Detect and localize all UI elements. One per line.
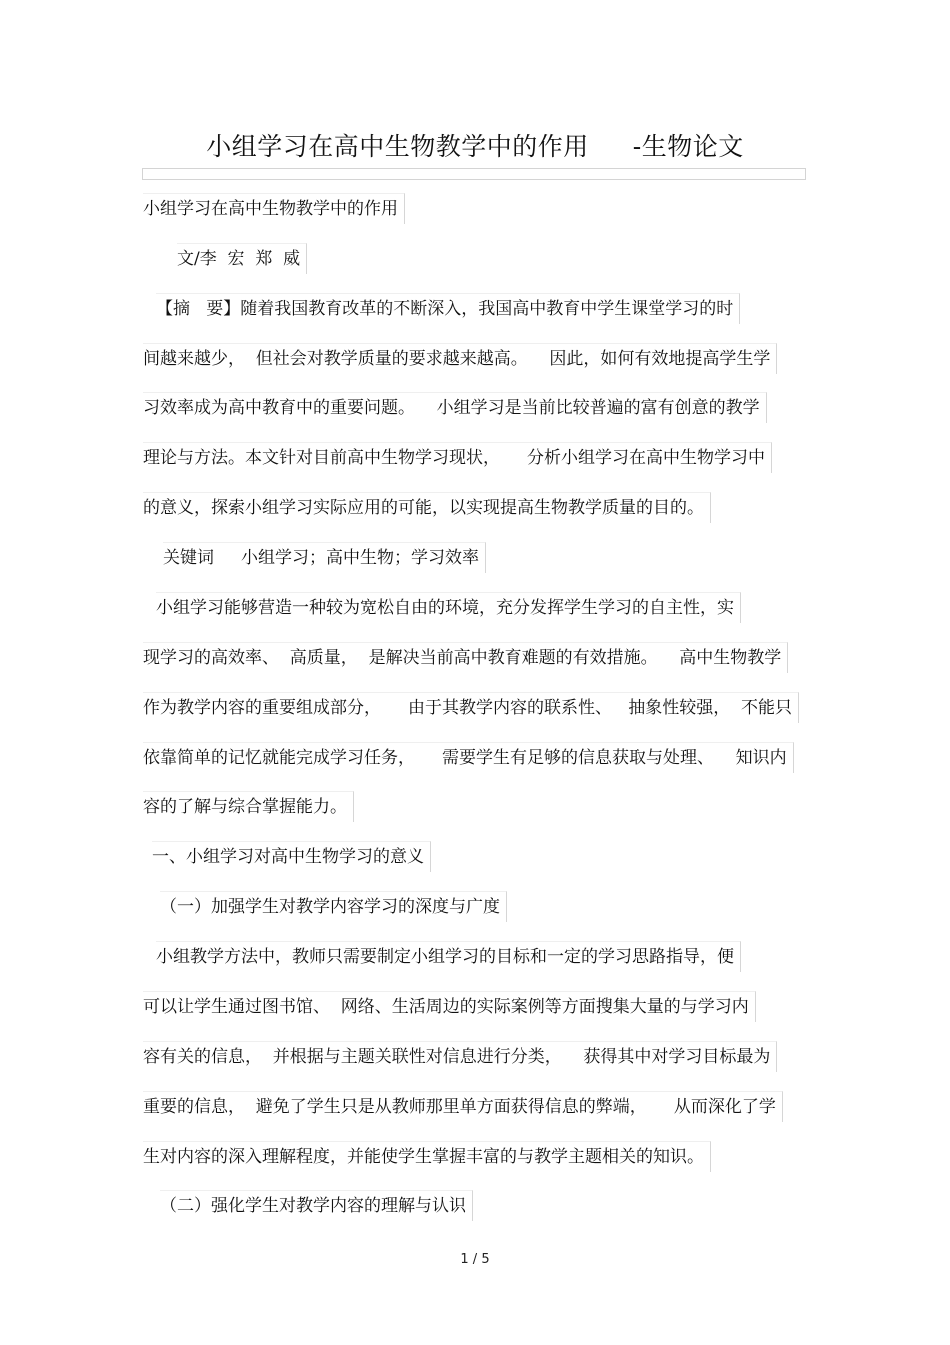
body-line: 容有关的信息， 并根据与主题关联性对信息进行分类， 获得其中对学习目标最为 <box>143 1041 777 1072</box>
body-line: 小组学习能够营造一种较为宽松自由的环境，充分发挥学生学习的自主性，实 <box>156 592 741 623</box>
title-main: 小组学习在高中生物教学中的作用 <box>206 132 589 161</box>
section-heading: 一、小组学习对高中生物学习的意义 <box>152 841 431 872</box>
author-line: 文/李 宏 郑 威 <box>177 243 307 274</box>
document-title <box>0 129 950 165</box>
body-line: 可以让学生通过图书馆、 网络、生活周边的实际案例等方面搜集大量的与学习内 <box>143 991 756 1022</box>
title-underline <box>142 168 806 180</box>
article-heading: 小组学习在高中生物教学中的作用 <box>143 193 405 224</box>
abstract-line: 的意义，探索小组学习实际应用的可能，以实现提高生物教学质量的目的。 <box>143 492 711 523</box>
abstract-line: 【摘 要】随着我国教育改革的不断深入，我国高中教育中学生课堂学习的时 <box>156 293 740 324</box>
body-line: 重要的信息， 避免了学生只是从教师那里单方面获得信息的弊端， 从而深化了学 <box>143 1091 783 1122</box>
subsection-heading: （一）加强学生对教学内容学习的深度与广度 <box>160 891 507 922</box>
subsection-heading: （二）强化学生对教学内容的理解与认识 <box>160 1190 473 1221</box>
abstract-line: 理论与方法。本文针对目前高中生物学习现状， 分析小组学习在高中生物学习中 <box>143 442 772 473</box>
body-line: 容的了解与综合掌握能力。 <box>143 791 354 822</box>
title-suffix: -生物论文 <box>632 132 744 161</box>
body-line: 生对内容的深入理解程度，并能使学生掌握丰富的与教学主题相关的知识。 <box>143 1141 711 1172</box>
body-line: 依靠简单的记忆就能完成学习任务， 需要学生有足够的信息获取与处理、 知识内 <box>143 742 794 773</box>
abstract-line: 习效率成为高中教育中的重要问题。 小组学习是当前比较普遍的富有创意的教学 <box>143 392 767 423</box>
body-line: 作为教学内容的重要组成部分， 由于其教学内容的联系性、 抽象性较强， 不能只 <box>143 692 799 723</box>
body-line: 小组教学方法中，教师只需要制定小组学习的目标和一定的学习思路指导，便 <box>156 941 741 972</box>
keywords-line: 关键词 小组学习；高中生物；学习效率 <box>163 542 486 573</box>
body-line: 现学习的高效率、 高质量， 是解决当前高中教育难题的有效措施。 高中生物教学 <box>143 642 788 673</box>
abstract-line: 间越来越少， 但社会对教学质量的要求越来越高。 因此，如何有效地提高学生学 <box>143 343 777 374</box>
page-number: 1 / 5 <box>460 1252 490 1267</box>
